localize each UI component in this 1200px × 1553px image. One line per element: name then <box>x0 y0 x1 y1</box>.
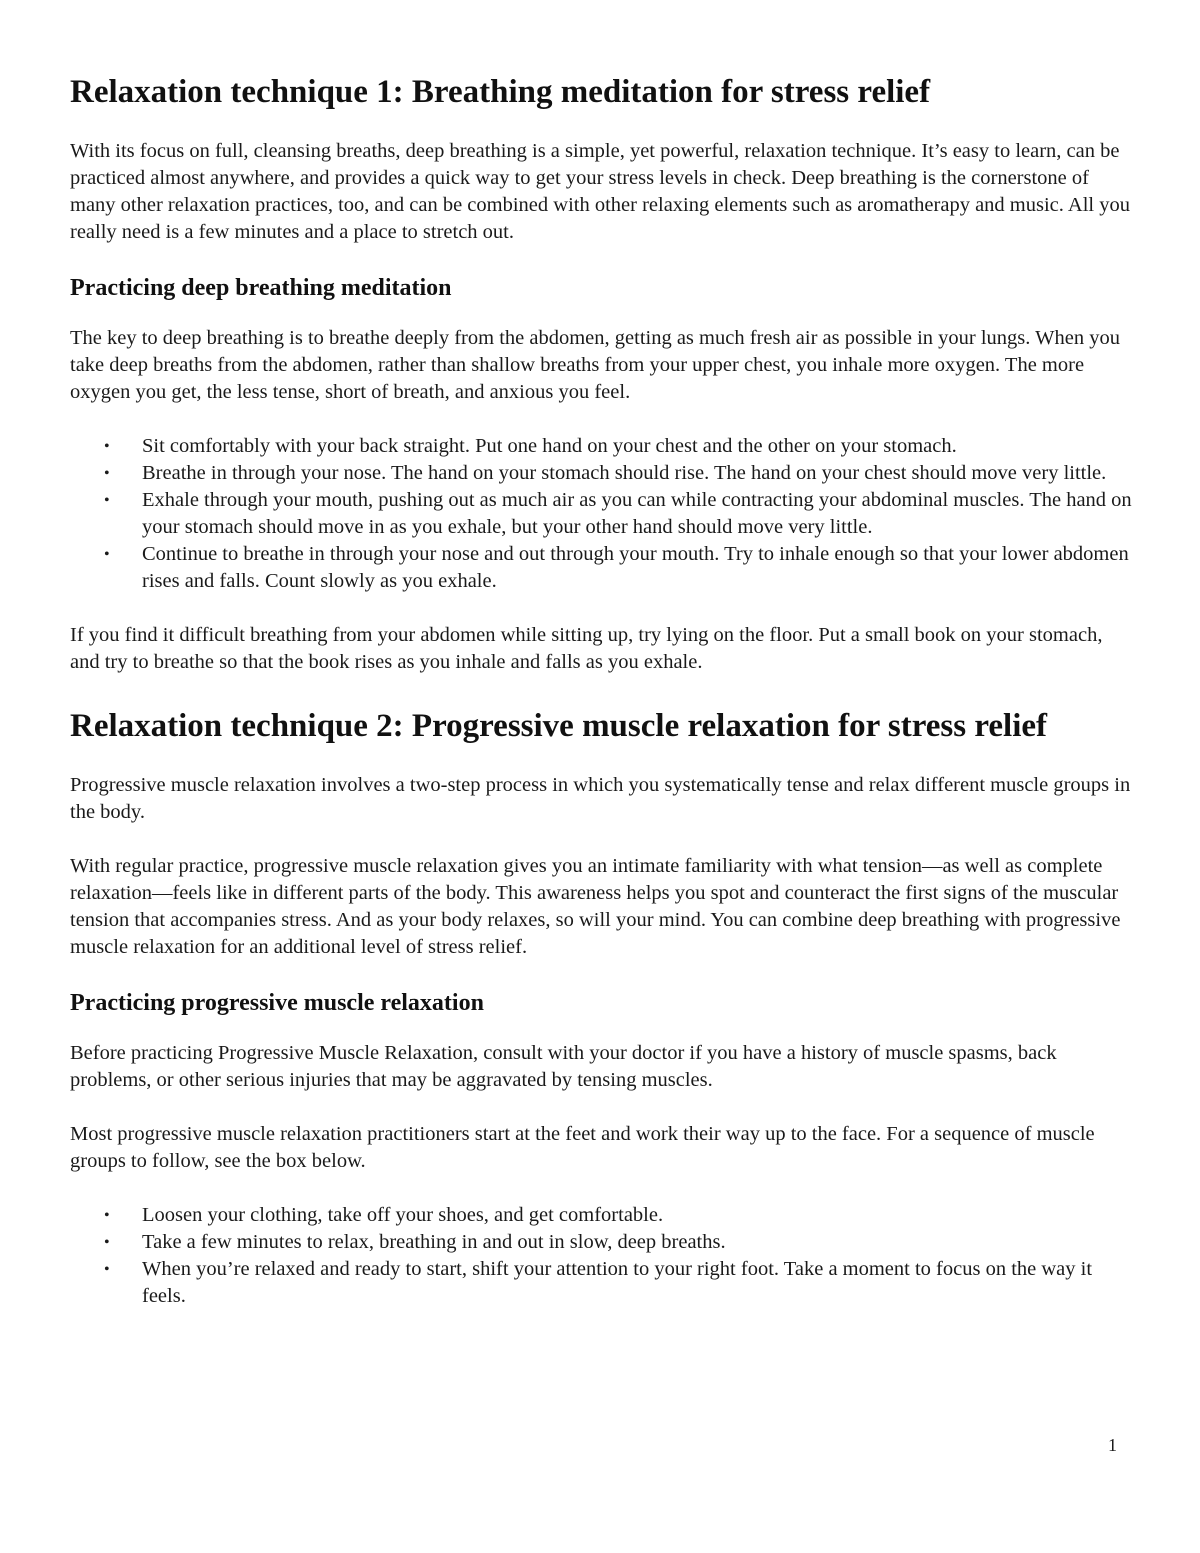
bullet-icon: • <box>104 492 110 509</box>
section1-body: The key to deep breathing is to breathe deeply from the abdomen, getting as much fresh air as possible in your lungs. When you take deep breaths from the abdomen, rather than shallow breaths from your upper chest, you inhale more oxygen. The more oxygen you get, the less tense, short of breath, and anxious you feel. <box>70 327 1120 403</box>
bullet-icon: • <box>104 1207 110 1224</box>
breathing-steps-list <box>70 433 1132 595</box>
list-item <box>104 487 1132 541</box>
list-item-text: Exhale through your mouth, pushing out as much air as you can while contracting your abdominal muscles. The hand on your stomach should move in as you exhale, but your other hand should move very little. <box>142 489 1132 538</box>
list-item <box>104 1256 1132 1310</box>
list-item <box>104 433 1132 460</box>
list-item-text: Breathe in through your nose. The hand on your stomach should rise. The hand on your chest should move very little. <box>142 462 1107 484</box>
list-item <box>104 1202 1132 1229</box>
list-item <box>104 541 1132 595</box>
section1-intro: With its focus on full, cleansing breaths, deep breathing is a simple, yet powerful, relaxation technique. It’s easy to learn, can be practiced almost anywhere, and provides a quick way to get your stress levels in check. Deep breathing is the cornerstone of many other relaxation practices, too, and can be combined with other relaxing elements such as aromatherapy and music. All you really need is a few minutes and a place to stretch out. <box>70 140 1130 243</box>
section2-subheading: Practicing progressive muscle relaxation <box>70 990 484 1016</box>
section1-title: Relaxation technique 1: Breathing meditation for stress relief <box>70 74 931 110</box>
bullet-icon: • <box>104 465 110 482</box>
list-item <box>104 460 1132 487</box>
list-item-text: Sit comfortably with your back straight. Put one hand on your chest and the other on your stomach. <box>142 435 957 457</box>
page-number: 1 <box>1108 1435 1117 1455</box>
section1-subheading: Practicing deep breathing meditation <box>70 275 452 301</box>
section2-title: Relaxation technique 2: Progressive muscle relaxation for stress relief <box>70 708 1048 744</box>
document-page <box>70 72 1132 1337</box>
list-item-text: Loosen your clothing, take off your shoes, and get comfortable. <box>142 1204 664 1226</box>
list-item <box>104 1229 1132 1256</box>
bullet-icon: • <box>104 1234 110 1251</box>
bullet-icon: • <box>104 438 110 455</box>
section2-caution: Before practicing Progressive Muscle Relaxation, consult with your doctor if you have a history of muscle spasms, back problems, or other serious injuries that may be aggravated by tensing muscles. <box>70 1042 1057 1091</box>
section2-sequence-note: Most progressive muscle relaxation practitioners start at the feet and work their way up to the face. For a sequence of muscle groups to follow, see the box below. <box>70 1123 1095 1172</box>
list-item-text: When you’re relaxed and ready to start, shift your attention to your right foot. Take a moment to focus on the way it feels. <box>142 1258 1093 1307</box>
muscle-relaxation-steps-list <box>70 1202 1132 1310</box>
list-item-text: Take a few minutes to relax, breathing in and out in slow, deep breaths. <box>142 1231 726 1253</box>
section1-tip: If you find it difficult breathing from your abdomen while sitting up, try lying on the floor. Put a small book on your stomach, and try to breathe so that the book rises as you inhale and falls as you exhale. <box>70 624 1103 673</box>
list-item-text: Continue to breathe in through your nose and out through your mouth. Try to inhale enough so that your lower abdomen rises and falls. Count slowly as you exhale. <box>142 543 1129 592</box>
bullet-icon: • <box>104 1261 110 1278</box>
section2-body: With regular practice, progressive muscle relaxation gives you an intimate familiarity with what tension—as well as complete relaxation—feels like in different parts of the body. This awareness helps you spot and counteract the first signs of the muscular tension that accompanies stress. And as your body relaxes, so will your mind. You can combine deep breathing with progressive muscle relaxation for an additional level of stress relief. <box>70 855 1121 958</box>
section2-intro: Progressive muscle relaxation involves a two-step process in which you systematically tense and relax different muscle groups in the body. <box>70 774 1131 823</box>
bullet-icon: • <box>104 546 110 563</box>
